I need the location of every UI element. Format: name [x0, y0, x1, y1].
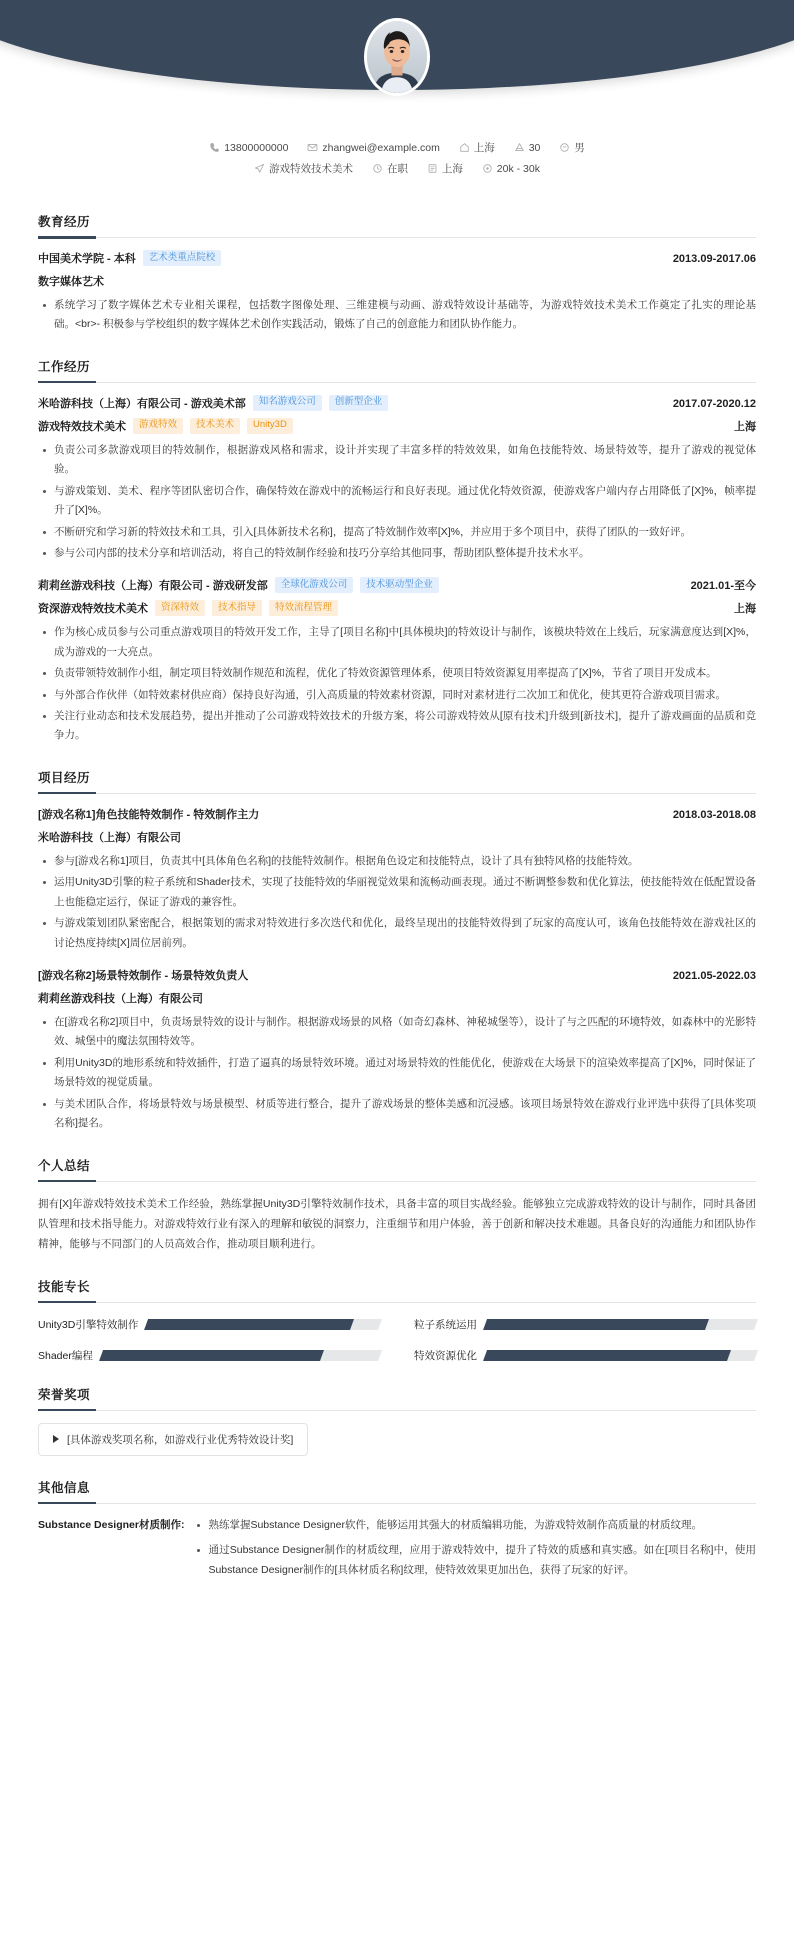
work-position-group: [38, 418, 293, 434]
education-school: 中国美术学院 - 本科: [38, 253, 136, 265]
section-other: [38, 1478, 756, 1586]
work-skill-tag: 技术指导: [212, 600, 262, 616]
award-item[interactable]: [38, 1423, 308, 1456]
work-location: 上海: [734, 420, 756, 433]
resume-body: [0, 212, 794, 1616]
contact-job-title-text: 游戏特效技术美术: [269, 163, 354, 175]
send-icon: [254, 163, 265, 174]
skill-name: 特效资源优化: [414, 1349, 477, 1362]
contact-phone-text: 13800000000: [224, 141, 289, 154]
skill-progress-fill: [99, 1350, 324, 1361]
work-bullet: 与游戏策划、美术、程序等团队密切合作，确保特效在游戏中的流畅运行和良好表现。通过优化特效资源，使游戏客户端内存占用降低了[X]%，帧率提升了[X]%。: [40, 482, 756, 521]
contact-row-primary: [0, 140, 794, 155]
project-company: 米哈游科技（上海）有限公司: [38, 831, 181, 844]
work-position-row: [38, 418, 756, 434]
work-position: 资深游戏特效技术美术: [38, 603, 148, 616]
section-other-title: 其他信息: [38, 1480, 91, 1495]
mail-icon: [307, 142, 318, 153]
work-skill-tag: Unity3D: [247, 418, 293, 434]
contact-job-title: [254, 161, 353, 176]
contact-hometown-text: 上海: [473, 142, 495, 154]
avatar-photo: [367, 21, 427, 93]
contact-salary-text: 20k - 30k: [496, 162, 540, 175]
award-label: [具体游戏奖项名称，如游戏行业优秀特效设计奖]: [67, 1433, 294, 1446]
section-education: [38, 212, 756, 335]
skill-progress-fill: [144, 1319, 354, 1330]
contact-city-text: 上海: [441, 163, 463, 175]
work-skill-tag: 技术美术: [190, 418, 240, 434]
skill-progress-bar: [99, 1350, 382, 1361]
contact-email-text: zhangwei@example.com: [322, 141, 440, 154]
skill-progress-fill: [483, 1319, 709, 1330]
section-awards-head: [38, 1385, 756, 1411]
project-bullet: 运用Unity3D引擎的粒子系统和Shader技术，实现了技能特效的华丽视觉效果和流畅动画表现。通过不断调整参数和优化算法，使技能特效在低配置设备上也能稳定运行，保证了游戏的兼容性。: [40, 873, 756, 912]
other-label: Substance Designer材质制作:: [38, 1518, 185, 1531]
work-location: 上海: [734, 603, 756, 616]
work-bullets: [40, 441, 756, 564]
work-company-tag: 创新型企业: [329, 395, 389, 411]
work-position-row: [38, 600, 756, 616]
contact-gender-text: 男: [574, 142, 585, 154]
person-name: 简小全: [364, 106, 430, 128]
phone-icon: [209, 142, 220, 153]
city-icon: [427, 163, 438, 174]
project-bullet: 参与[游戏名称1]项目，负责其中[具体角色名称]的技能特效制作。根据角色设定和技能特点，设计了具有独特风格的技能特效。: [40, 852, 756, 871]
skill-progress-fill: [483, 1350, 731, 1361]
age-icon: [514, 142, 525, 153]
gender-icon: [559, 142, 570, 153]
work-bullet: 不断研究和学习新的特效技术和工具，引入[具体新技术名称]，提高了特效制作效率[X]%，并应用于多个项目中，获得了团队的一致好评。: [40, 523, 756, 542]
skill-name: Unity3D引擎特效制作: [38, 1318, 139, 1331]
project-name: [游戏名称2]场景特效制作 - 场景特效负责人: [38, 970, 249, 983]
work-bullet: 与外部合作伙伴（如特效素材供应商）保持良好沟通，引入高质量的特效素材资源，同时对素材进行二次加工和优化，使其更符合游戏项目需求。: [40, 686, 756, 705]
section-skills: [38, 1277, 756, 1363]
work-entry-header: [38, 395, 756, 411]
project-name-group: [38, 806, 259, 822]
work-skill-tag: 游戏特效: [133, 418, 183, 434]
work-bullet: 参与公司内部的技术分享和培训活动，将自己的特效制作经验和技巧分享给其他同事，帮助团队整体提升技术水平。: [40, 544, 756, 563]
project-bullet: 与游戏策划团队紧密配合，根据策划的需求对特效进行多次迭代和优化，最终呈现出的技能特效得到了玩家的高度认可，该角色技能特效在游戏社区的讨论热度持续[X]周位居前列。: [40, 914, 756, 953]
contact-age-text: 30: [528, 141, 541, 154]
skill-item: [414, 1317, 756, 1332]
avatar: [364, 18, 430, 96]
person-portrait-icon: [367, 21, 427, 93]
section-education-head: [38, 212, 756, 238]
education-tag: 艺术类重点院校: [143, 250, 222, 266]
education-entry: [38, 250, 756, 335]
work-company-tag: 技术驱动型企业: [360, 577, 439, 593]
triangle-right-icon: [53, 1435, 59, 1443]
project-name-group: [38, 967, 248, 983]
work-skill-tag: 特效流程管理: [269, 600, 338, 616]
skill-progress-bar: [144, 1319, 382, 1330]
project-bullets: [40, 852, 756, 953]
education-date: 2013.09-2017.06: [672, 253, 756, 265]
work-position: 游戏特效技术美术: [38, 420, 126, 433]
contact-status: [372, 161, 408, 176]
other-bullets: [194, 1516, 756, 1580]
project-company: 莉莉丝游戏科技（上海）有限公司: [38, 993, 203, 1006]
section-education-title: 教育经历: [38, 215, 91, 229]
work-company-group: [38, 577, 439, 593]
work-company: 米哈游科技（上海）有限公司 - 游戏美术部: [38, 397, 246, 410]
work-bullet: 关注行业动态和技术发展趋势，提出并推动了公司游戏特效技术的升级方案，将公司游戏特效从[原有技术]升级到[新技术]，提升了游戏画面的品质和竞争力。: [40, 707, 756, 746]
skill-progress-bar: [483, 1319, 758, 1330]
skills-grid: [38, 1315, 756, 1363]
home-icon: [459, 142, 470, 153]
contact-salary: [482, 163, 540, 175]
work-entry-header: [38, 577, 756, 593]
work-date: 2021.01-至今: [690, 580, 756, 593]
section-awards: [38, 1385, 756, 1456]
work-date: 2017.07-2020.12: [672, 397, 756, 410]
project-entry: [38, 967, 756, 1134]
education-school-group: [38, 250, 221, 266]
work-company: 莉莉丝游戏科技（上海）有限公司 - 游戏研发部: [38, 580, 268, 593]
section-projects-head: [38, 768, 756, 794]
work-company-group: [38, 395, 388, 411]
contact-email: [307, 142, 439, 154]
education-major: 数字媒体艺术: [38, 276, 104, 288]
work-bullet: 负责公司多款游戏项目的特效制作，根据游戏风格和需求，设计并实现了丰富多样的特效效果，如角色技能特效、场景特效等，提升了游戏的视觉体验。: [40, 441, 756, 480]
project-bullets: [40, 1013, 756, 1134]
project-bullet: 在[游戏名称2]项目中，负责场景特效的设计与制作。根据游戏场景的风格（如奇幻森林、神秘城堡等），设计了与之匹配的环境特效，如森林中的光影特效、城堡中的魔法氛围特效等。: [40, 1013, 756, 1052]
skill-item: [38, 1317, 380, 1332]
section-summary-title: 个人总结: [38, 1158, 91, 1173]
project-bullet: 利用Unity3D的地形系统和特效插件，打造了逼真的场景特效环境。通过对场景特效的性能优化，使游戏在大场景下的渲染效率提高了[X]%，同时保证了场景特效的视觉质量。: [40, 1054, 756, 1093]
status-icon: [372, 163, 383, 174]
project-entry-header: [38, 806, 756, 822]
work-entry: [38, 577, 756, 746]
contact-phone: [209, 142, 288, 154]
awards-list: [38, 1423, 756, 1456]
education-entry-header: [38, 250, 756, 266]
project-date: 2018.03-2018.08: [672, 808, 756, 821]
contact-city: [427, 161, 463, 176]
education-bullets: [40, 296, 756, 335]
work-skill-tag: 资深特效: [155, 600, 205, 616]
skill-item: [38, 1348, 380, 1363]
skill-name: Shader编程: [38, 1349, 93, 1362]
work-bullet: 作为核心成员参与公司重点游戏项目的特效开发工作，主导了[项目名称]中[具体模块]的特效设计与制作，该模块特效在上线后，玩家满意度达到[X]%，成为游戏的一大亮点。: [40, 623, 756, 662]
other-body: [192, 1516, 756, 1586]
section-other-head: [38, 1478, 756, 1504]
contact-gender: [559, 140, 585, 155]
project-bullet: 与美术团队合作，将场景特效与场景模型、材质等进行整合，提升了游戏场景的整体美感和沉浸感。该项目场景特效在游戏行业评选中获得了[具体奖项名称]提名。: [40, 1095, 756, 1134]
work-company-tag: 知名游戏公司: [253, 395, 322, 411]
work-bullet: 负责带领特效制作小组，制定项目特效制作规范和流程，优化了特效资源管理体系，使项目特效资源复用率提高了[X]%，节省了项目开发成本。: [40, 664, 756, 683]
contact-age: [514, 142, 541, 154]
contact-status-text: 在职: [386, 163, 408, 175]
project-entry: [38, 806, 756, 953]
section-awards-title: 荣誉奖项: [38, 1387, 91, 1402]
education-bullet: 系统学习了数字媒体艺术专业相关课程，包括数字图像处理、三维建模与动画、游戏特效设计基础等，为游戏特效技术美术工作奠定了扎实的理论基础。<br>- 积极参与学校组织的数字媒体艺术创作实践活动，锻炼了自己的创意能力和团队协作能力。: [40, 296, 756, 335]
skill-item: [414, 1348, 756, 1363]
work-entry: [38, 395, 756, 564]
section-work-title: 工作经历: [38, 359, 91, 374]
other-bullet: 通过Substance Designer制作的材质纹理，应用于游戏特效中，提升了特效的质感和真实感。如在[项目名称]中，使用Substance Designer制作的[具体材质名称]纹理，使特效效果更加出色，获得了玩家的好评。: [194, 1541, 756, 1580]
project-entry-header: [38, 967, 756, 983]
project-name: [游戏名称1]角色技能特效制作 - 特效制作主力: [38, 808, 260, 821]
contact-hometown: [459, 140, 495, 155]
summary-text: 拥有[X]年游戏特效技术美术工作经验，熟练掌握Unity3D引擎特效制作技术，具备丰富的项目实战经验。能够独立完成游戏特效的设计与制作，同时具备团队管理和技术指导能力。对游戏特效行业有深入的理解和敏锐的洞察力，注重细节和用户体验，善于创新和解决技术难题。具备良好的沟通能力和团队协作精神，能够与不同部门的人员高效合作，推动项目顺利进行。: [38, 1197, 756, 1251]
skill-progress-bar: [483, 1350, 758, 1361]
salary-icon: [482, 163, 493, 174]
contact-row-secondary: [0, 161, 794, 176]
section-summary-head: [38, 1156, 756, 1182]
work-company-tag: 全球化游戏公司: [275, 577, 354, 593]
section-skills-title: 技能专长: [38, 1279, 91, 1294]
section-work-head: [38, 357, 756, 383]
section-projects-title: 项目经历: [38, 770, 91, 785]
section-skills-head: [38, 1277, 756, 1303]
other-entry: [38, 1516, 756, 1586]
section-projects: [38, 768, 756, 1134]
resume-header: [0, 0, 794, 190]
project-date: 2021.05-2022.03: [672, 970, 756, 983]
section-summary: [38, 1156, 756, 1255]
work-position-group: [38, 600, 338, 616]
other-bullet: 熟练掌握Substance Designer软件，能够运用其强大的材质编辑功能，为游戏特效制作高质量的材质纹理。: [194, 1516, 756, 1535]
skill-name: 粒子系统运用: [414, 1318, 477, 1331]
work-bullets: [40, 623, 756, 746]
section-work: [38, 357, 756, 746]
